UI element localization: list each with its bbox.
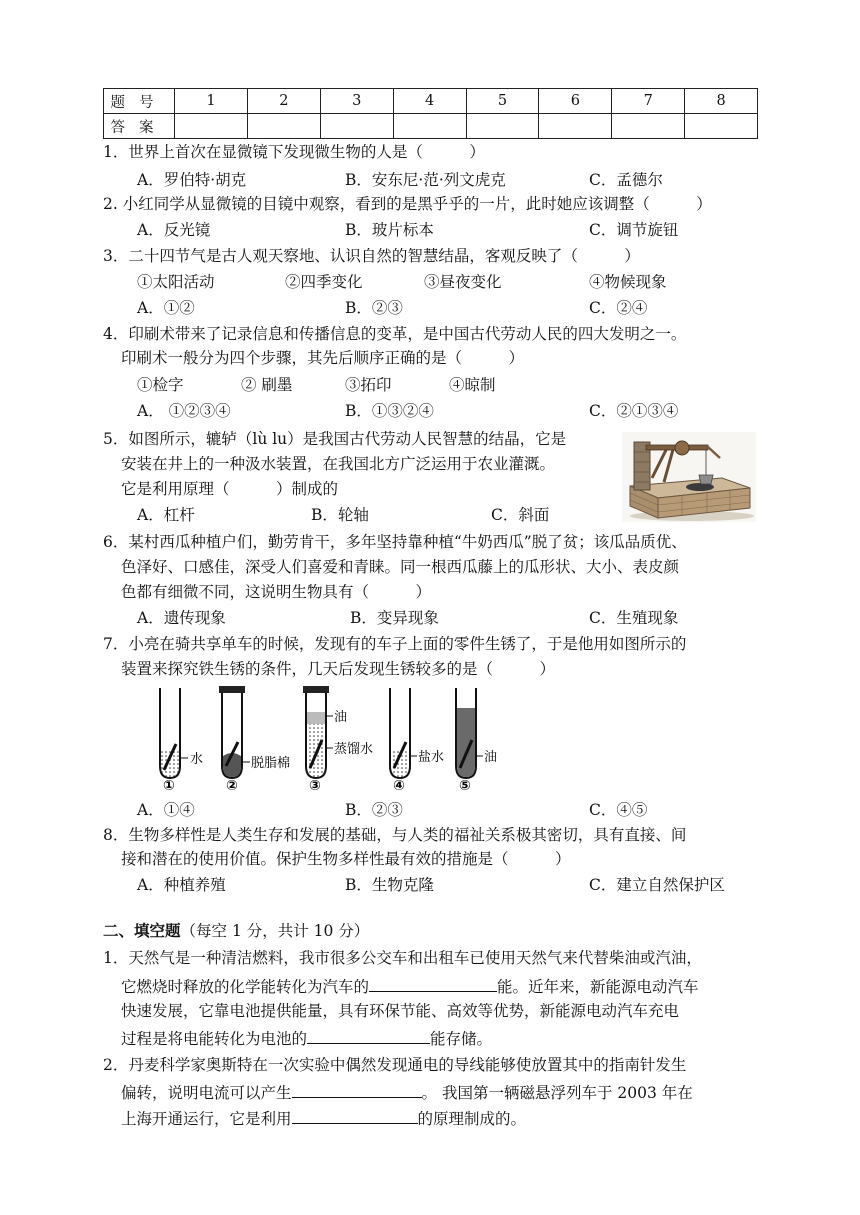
question-stem: 3．二十四节气是古人观天察地、认识自然的智慧结晶，客观反映了（ ） (103, 247, 640, 265)
section-title: 二、填空题 (103, 922, 181, 940)
option-c[interactable]: C．④⑤ (589, 801, 648, 819)
question-stem: 2. 小红同学从显微镜的目镜中观察，看到的是黑乎乎的一片，此时她应该调整（ ） (103, 195, 712, 213)
fill-question-stem: 1．天然气是一种清洁燃料，我市很多公交车和出租车已使用天然气来代替柴油或汽油， (103, 949, 702, 967)
answer-table-row-head: 答案 (104, 114, 175, 139)
answer-cell[interactable] (320, 114, 393, 139)
tube-label: 水 (190, 752, 204, 767)
windlass-well-illustration (622, 432, 756, 522)
answer-cell[interactable] (175, 114, 248, 139)
stem-text: 能存储。 (430, 1030, 493, 1048)
option-c[interactable]: C．建立自然保护区 (589, 876, 725, 894)
stem-text: 的原理制成的。 (417, 1110, 527, 1128)
tube-label: 油 (334, 710, 348, 725)
tube-number: ③ (309, 778, 321, 792)
option-a[interactable]: A．杠杆 (137, 506, 195, 524)
answer-cell[interactable] (393, 114, 466, 139)
tube-number: ④ (393, 778, 405, 792)
question-stem: 接和潜在的使用价值。保护生物多样性最有效的措施是（ ） (121, 850, 571, 868)
answer-table-number: 1 (175, 89, 248, 114)
option-b[interactable]: B．玻片标本 (345, 221, 434, 239)
fill-question-line (121, 1105, 526, 1131)
item: ②四季变化 (285, 273, 363, 291)
option-b[interactable]: B．生物克隆 (345, 876, 434, 894)
item: ③拓印 (345, 376, 392, 394)
answer-table-number: 5 (466, 89, 539, 114)
option-a[interactable]: A．①② (137, 299, 195, 317)
item: ①太阳活动 (137, 273, 215, 291)
item: ④物候现象 (589, 273, 667, 291)
test-tube-5 (456, 688, 497, 792)
answer-blank[interactable] (292, 1105, 418, 1124)
option-a[interactable]: A．种植养殖 (137, 876, 226, 894)
answer-cell[interactable] (685, 114, 758, 139)
question-stem: 4．印刷术带来了记录信息和传播信息的变革，是中国古代劳动人民的四大发明之一。 (103, 325, 687, 343)
option-b[interactable]: B．变异现象 (350, 609, 439, 627)
item: ② 刷墨 (241, 376, 293, 394)
answer-blank[interactable] (369, 973, 497, 992)
tube-number: ⑤ (459, 778, 471, 792)
question-stem: 1．世界上首次在显微镜下发现微生物的人是（ ） (103, 143, 485, 161)
stem-text: 上海开通运行，它是利用 (121, 1110, 292, 1128)
option-b[interactable]: B．轮轴 (311, 506, 369, 524)
answer-table-number: 4 (393, 89, 466, 114)
tube-label: 油 (484, 750, 498, 765)
fill-question-line: 快速发展，它靠电池提供能量，具有环保节能、高效等优势，新能源电动汽车充电 (121, 1002, 680, 1020)
option-a[interactable]: A．反光镜 (137, 221, 211, 239)
tube-label: 盐水 (418, 750, 445, 765)
option-b[interactable]: B．安东尼·范·列文虎克 (345, 171, 506, 189)
fill-question-line (121, 973, 699, 999)
option-a[interactable]: A．遗传现象 (137, 609, 226, 627)
option-a[interactable]: A．①④ (137, 801, 195, 819)
section-heading (103, 919, 369, 943)
test-tube-2 (219, 686, 290, 792)
stem-text: 它燃烧时释放的化学能转化为汽车的 (121, 978, 370, 996)
option-a[interactable]: A． ①②③④ (137, 402, 231, 420)
test-tube-1 (160, 688, 203, 792)
question-stem: 它是利用原理（ ）制成的 (121, 480, 339, 498)
tube-number: ② (226, 778, 238, 792)
item: ③昼夜变化 (424, 273, 502, 291)
option-b[interactable]: B．②③ (345, 801, 403, 819)
option-c[interactable]: C．调节旋钮 (589, 221, 679, 239)
answer-table-number: 8 (685, 89, 758, 114)
fill-question-line (121, 1079, 693, 1105)
option-a[interactable]: A．罗伯特·胡克 (137, 171, 247, 189)
stem-text: 能。近年来，新能源电动汽车 (497, 978, 699, 996)
answer-table (103, 88, 758, 139)
item: ④晾制 (449, 376, 496, 394)
option-b[interactable]: B．②③ (345, 299, 403, 317)
tube-label: 脱脂棉 (251, 756, 291, 771)
answer-blank[interactable] (307, 1025, 430, 1044)
answer-table-answer-row (104, 114, 758, 139)
question-stem: 5．如图所示，辘轳（lù lu）是我国古代劳动人民智慧的结晶，它是 (103, 430, 567, 448)
option-b[interactable]: B．①③②④ (345, 402, 434, 420)
section-note: （每空 1 分，共计 10 分） (180, 922, 370, 940)
answer-table-number: 3 (320, 89, 393, 114)
question-stem: 7．小亮在骑共享单车的时候，发现有的车子上面的零件生锈了，于是他用如图所示的 (103, 635, 687, 653)
option-c[interactable]: C．②④ (589, 299, 648, 317)
answer-blank[interactable] (292, 1079, 422, 1098)
question-stem: 6．某村西瓜种植户们，勤劳肯干，多年坚持靠种植“牛奶西瓜”脱了贫；该瓜品质优、 (103, 533, 687, 551)
tube-number: ① (163, 778, 175, 792)
answer-table-number: 6 (539, 89, 612, 114)
answer-cell[interactable] (247, 114, 320, 139)
test-tube-3 (303, 686, 373, 792)
option-c[interactable]: C．②①③④ (589, 402, 679, 420)
test-tube-4 (390, 688, 444, 792)
question-stem: 色泽好、口感佳，深受人们喜爱和青睐。同一根西瓜藤上的瓜形状、大小、表皮颜 (121, 558, 680, 576)
stem-text: 过程是将电能转化为电池的 (121, 1030, 308, 1048)
question-stem: 装置来探究铁生锈的条件，几天后发现生锈较多的是（ ） (121, 660, 556, 678)
answer-table-number: 7 (612, 89, 685, 114)
tube-label: 蒸馏水 (334, 742, 374, 757)
answer-table-number: 2 (247, 89, 320, 114)
test-tubes-rust-experiment-figure (152, 686, 512, 792)
answer-cell[interactable] (539, 114, 612, 139)
answer-table-row-head: 题号 (104, 89, 175, 114)
option-c[interactable]: C．孟德尔 (589, 171, 663, 189)
stem-text: 。 我国第一辆磁悬浮列车于 2003 年在 (421, 1084, 693, 1102)
question-stem: 印刷术一般分为四个步骤，其先后顺序正确的是（ ） (121, 349, 525, 367)
question-stem: 色都有细微不同，这说明生物具有（ ） (121, 583, 432, 601)
stem-text: 偏转，说明电流可以产生 (121, 1084, 292, 1102)
option-c[interactable]: C．生殖现象 (589, 609, 679, 627)
item: ①检字 (137, 376, 184, 394)
answer-cell[interactable] (612, 114, 685, 139)
option-c[interactable]: C．斜面 (491, 506, 550, 524)
fill-question-line (121, 1025, 492, 1051)
fill-question-stem: 2．丹麦科学家奥斯特在一次实验中偶然发现通电的导线能够使放置其中的指南针发生 (103, 1056, 687, 1074)
question-stem: 8．生物多样性是人类生存和发展的基础，与人类的福祉关系极其密切，具有直接、间 (103, 826, 687, 844)
answer-cell[interactable] (466, 114, 539, 139)
question-stem: 安装在井上的一种汲水装置，在我国北方广泛运用于农业灌溉。 (121, 455, 556, 473)
answer-table-number-row (104, 89, 758, 114)
